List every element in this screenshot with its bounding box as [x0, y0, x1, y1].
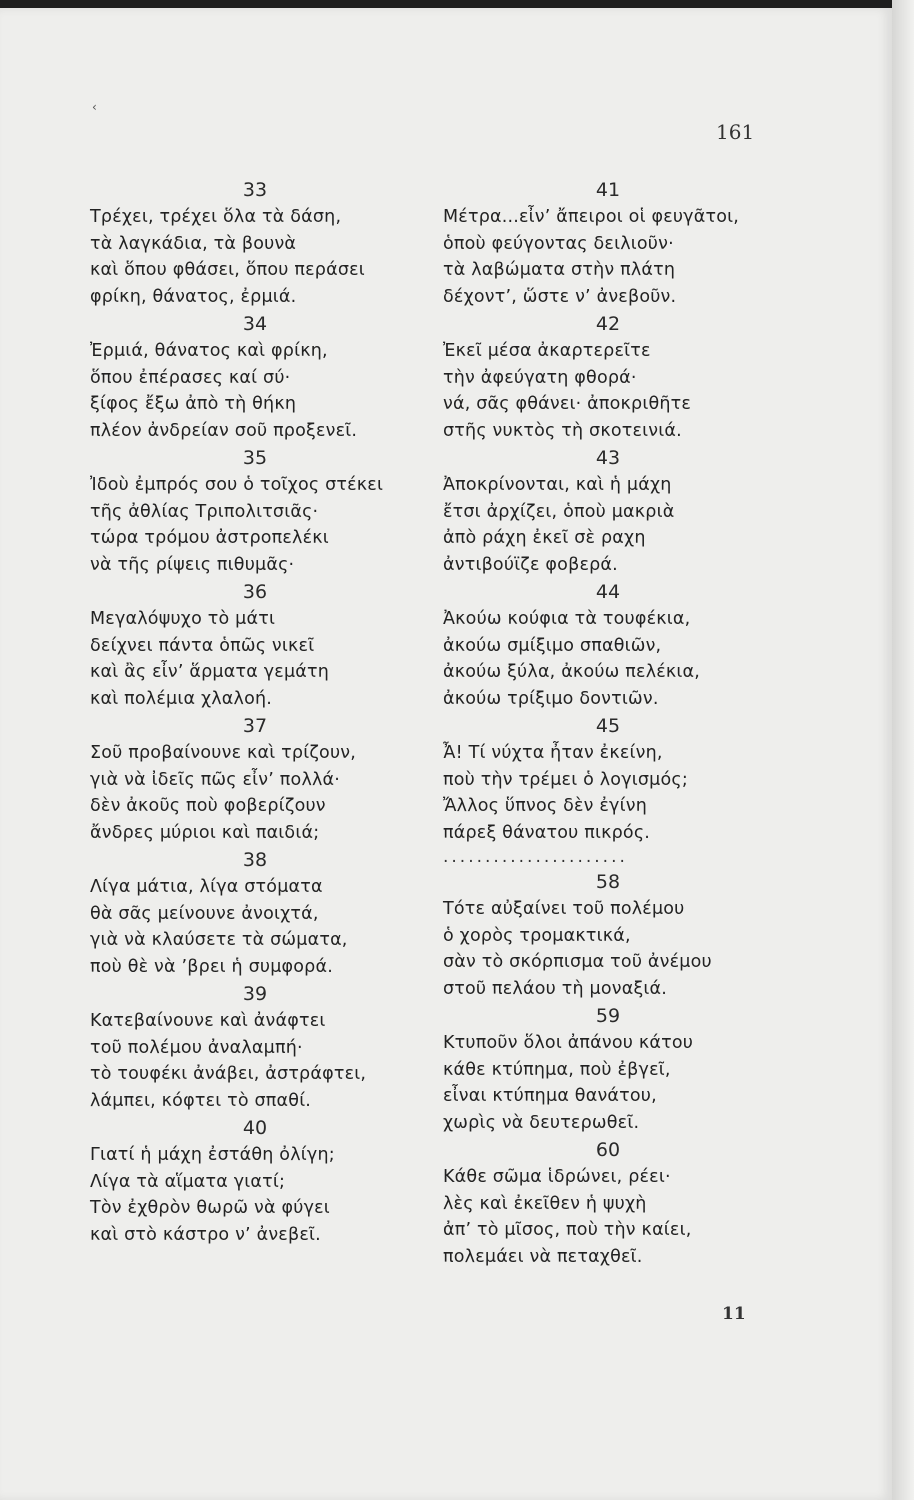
- verse-line: τὰ λαγκάδια, τὰ βουνὰ: [90, 233, 297, 254]
- verse-line: Γιατί ἡ μάχη ἐστάθη ὀλίγη;: [90, 1145, 335, 1165]
- verse-line: νά, σᾶς φθάνει· ἀποκριθῆτε: [443, 394, 692, 414]
- verse-line: Ἀκούω κούφια τὰ τουφέκια,: [443, 609, 691, 629]
- verse-line: εἶναι κτύπημα θανάτου,: [443, 1086, 657, 1106]
- verse-line: τώρα τρόμου ἀστροπελέκι: [90, 528, 329, 548]
- verse-line: Κτυποῦν ὅλοι ἀπάνου κάτου: [443, 1033, 694, 1053]
- stanza-number: 36: [242, 581, 268, 603]
- verse-line: δείχνει πάντα ὁπῶς νικεῖ: [90, 635, 315, 656]
- stanza: [90, 578, 420, 712]
- verse-line: στῆς νυκτὸς τὴ σκοτεινιά.: [443, 420, 682, 441]
- stanza: [443, 712, 773, 846]
- verse-line: κάθε κτύπημα, ποὺ ἐβγεῖ,: [443, 1059, 671, 1080]
- verse-line: λὲς καὶ ἐκεῖθεν ἡ ψυχὴ: [443, 1193, 647, 1214]
- verse-line: τῆς ἀθλίας Τριπολιτσιᾶς·: [90, 501, 319, 522]
- verse-line: φρίκη, θάνατος, ἐρμιά.: [90, 286, 297, 307]
- verse-line: καὶ ἂς εἶν’ ἅρματα γεμάτη: [90, 662, 330, 682]
- verse-line: ἀκούω σμίξιμο σπαθιῶν,: [443, 635, 662, 656]
- book-page: [0, 8, 892, 1500]
- verse-line: ξίφος ἔξω ἀπὸ τὴ θήκη: [90, 394, 297, 414]
- verse-line: ἀκούω τρίξιμο δοντιῶν.: [443, 688, 659, 709]
- verse-line: ἀπ’ τὸ μῖσος, ποὺ τὴν καίει,: [443, 1220, 692, 1240]
- stanza-number: 59: [595, 1005, 621, 1027]
- verse-line: ποὺ τὴν τρέμει ὁ λογισμός;: [443, 769, 688, 790]
- verse-line: χωρὶς νὰ δευτερωθεῖ.: [443, 1112, 640, 1133]
- verse-line: Κατεβαίνουνε καὶ ἀνάφτει: [90, 1011, 326, 1031]
- verse-line: λάμπει, κόφτει τὸ σπαθί.: [90, 1090, 312, 1111]
- verse-line: Ἐρμιά, θάνατος καὶ φρίκη,: [90, 341, 328, 361]
- stanza-number: 44: [595, 581, 621, 603]
- stanza: [443, 176, 773, 310]
- stanza: [90, 310, 420, 444]
- verse-line: Μέτρα...εἶν’ ἄπειροι οἱ φευγᾶτοι,: [443, 207, 739, 227]
- stanza-number: 40: [242, 1117, 268, 1139]
- verse-line: πολεμάει νὰ πεταχθεῖ.: [443, 1246, 643, 1267]
- verse-line: γιὰ νὰ κλαύσετε τὰ σώματα,: [90, 930, 348, 950]
- page-number: 161: [716, 120, 755, 144]
- verse-line: Τρέχει, τρέχει ὅλα τὰ δάση,: [90, 207, 342, 227]
- verse-line: ἀπὸ ράχη ἐκεῖ σὲ ραχη: [443, 528, 646, 548]
- stanza: [90, 1114, 420, 1248]
- verse-line: σὰν τὸ σκόρπισμα τοῦ ἀνέμου: [443, 952, 712, 972]
- stanza-number: 39: [242, 983, 268, 1005]
- verse-line: τὰ λαβώματα στὴν πλάτη: [443, 260, 676, 280]
- right-column: [443, 176, 773, 1270]
- stanza: [443, 1136, 773, 1270]
- verse-line: Ἰδοὺ ἐμπρός σου ὁ τοῖχος στέκει: [90, 475, 384, 495]
- omission-dots: ......................: [443, 847, 628, 867]
- verse-line: καὶ πολέμια χλαλοή.: [90, 688, 273, 709]
- stanza-number: 45: [595, 715, 621, 737]
- verse-line: ἀκούω ξύλα, ἀκούω πελέκια,: [443, 662, 701, 682]
- verse-line: δέχοντ’, ὥστε ν’ ἀνεβοῦν.: [443, 286, 677, 307]
- stanza: [443, 578, 773, 712]
- verse-line: Ἐκεῖ μέσα ἀκαρτερεῖτε: [443, 341, 651, 361]
- verse-line: Μεγαλόψυχο τὸ μάτι: [90, 609, 276, 629]
- stanza-number: 43: [595, 447, 621, 469]
- page-edge: [892, 0, 914, 1500]
- stanza: [443, 310, 773, 444]
- verse-line: ὅπου ἐπέρασες καί σύ·: [90, 367, 291, 388]
- stanza: [443, 868, 773, 1002]
- stanza-number: 42: [595, 313, 621, 335]
- verse-line: πάρεξ θάνατου πικρός.: [443, 822, 651, 843]
- stanza-number: 33: [242, 179, 268, 201]
- verse-line: Τότε αὐξαίνει τοῦ πολέμου: [443, 899, 685, 919]
- verse-line: Κάθε σῶμα ἱδρώνει, ρέει·: [443, 1167, 671, 1187]
- verse-line: Τὸν ἐχθρὸν θωρῶ νὰ φύγει: [90, 1198, 330, 1218]
- stanza: [90, 980, 420, 1114]
- verse-line: πλέον ἀνδρείαν σοῦ προξενεῖ.: [90, 420, 358, 441]
- stanza: [90, 712, 420, 846]
- stanza-number: 60: [595, 1139, 621, 1161]
- verse-line: νὰ τῆς ρίψεις πιθυμᾶς·: [90, 554, 295, 575]
- stanza-number: 41: [595, 179, 621, 201]
- verse-line: Λίγα μάτια, λίγα στόματα: [90, 877, 323, 897]
- verse-line: γιὰ νὰ ἰδεῖς πῶς εἶν’ πολλά·: [90, 769, 341, 790]
- verse-line: Ἄλλος ὕπνος δὲν ἐγίνη: [443, 796, 647, 816]
- verse-line: ποὺ θὲ νὰ ’βρει ἡ συμφορά.: [90, 956, 333, 977]
- stanza-number: 38: [242, 849, 268, 871]
- verse-line: τὸ τουφέκι ἀνάβει, ἀστράφτει,: [90, 1064, 367, 1084]
- verse-line: τὴν ἀφεύγατη φθορά·: [443, 367, 637, 388]
- verse-line: δὲν ἀκοῦς ποὺ φοβερίζουν: [90, 796, 326, 816]
- verse-line: τοῦ πολέμου ἀναλαμπή·: [90, 1037, 303, 1058]
- stanza: [90, 176, 420, 310]
- verse-line: καὶ στὸ κάστρο ν’ ἀνεβεῖ.: [90, 1224, 321, 1245]
- stanza: [443, 1002, 773, 1136]
- verse-line: θὰ σᾶς μείνουνε ἀνοιχτά,: [90, 903, 319, 924]
- verse-line: ὁποὺ φεύγοντας δειλιοῦν·: [443, 233, 674, 254]
- signature-mark: 11: [722, 1304, 746, 1324]
- stanza-number: 34: [242, 313, 268, 335]
- verse-line: καὶ ὅπου φθάσει, ὅπου περάσει: [90, 260, 365, 280]
- verse-line: ἄνδρες μύριοι καὶ παιδιά;: [90, 822, 320, 843]
- verse-line: Ἆ! Τί νύχτα ἦταν ἐκείνη,: [443, 743, 663, 763]
- verse-line: Σοῦ προβαίνουνε καὶ τρίζουν,: [90, 743, 357, 763]
- stanza-number: 37: [242, 715, 268, 737]
- verse-line: στοῦ πελάου τὴ μοναξιά.: [443, 978, 668, 999]
- stanza-number: 35: [242, 447, 268, 469]
- verse-line: ἀντιβούϊζε φοβερά.: [443, 554, 618, 575]
- verse-line: Ἀποκρίνονται, καὶ ἡ μάχη: [443, 475, 672, 495]
- verse-line: Λίγα τὰ αἵματα γιατί;: [90, 1171, 286, 1192]
- verse-line: ἔτσι ἀρχίζει, ὁποὺ μακριὰ: [443, 501, 675, 522]
- margin-mark: ‹: [92, 100, 97, 114]
- stanza: [90, 846, 420, 980]
- verse-line: ὁ χορὸς τρομακτικά,: [443, 925, 631, 946]
- stanza: [443, 444, 773, 578]
- stanza-number: 58: [595, 871, 621, 893]
- left-column: [90, 176, 420, 1248]
- stanza: [90, 444, 420, 578]
